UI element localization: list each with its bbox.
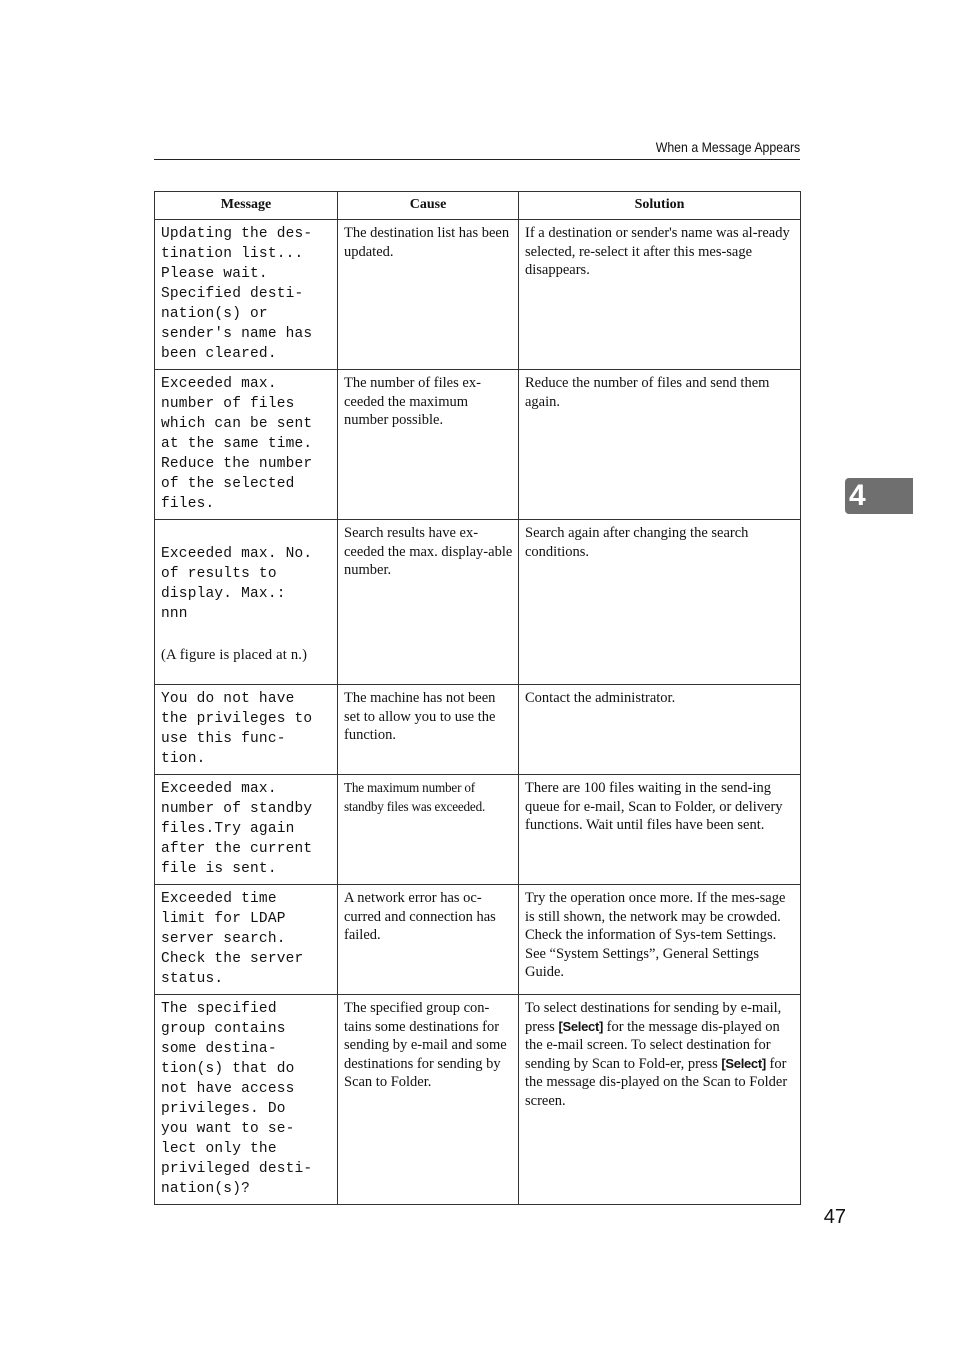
cause-cell — [338, 520, 519, 685]
message-note: (A figure is placed at n.) — [161, 647, 308, 663]
solution-cell — [519, 520, 801, 685]
message-text: Exceeded max. number of files which can be sent at the same time. Reduce the number of the selected files. — [161, 376, 313, 512]
message-text: Exceeded max. No. of results to display. Max.: nnn — [161, 546, 313, 622]
solution-cell — [519, 220, 801, 370]
message-cell — [155, 370, 338, 520]
solution-cell — [519, 775, 801, 885]
solution-text: There are 100 files waiting in the send-ing queue for e-mail, Scan to Folder, or delivery functions. Wait until files have been sent. — [525, 780, 783, 833]
cause-text: The number of files ex-ceeded the maximum number possible. — [344, 375, 481, 428]
cause-cell — [338, 995, 519, 1205]
cause-text: Search results have ex-ceeded the max. display-able number. — [344, 525, 513, 578]
cause-cell — [338, 775, 519, 885]
cause-text: The machine has not been set to allow you to use the function. — [344, 690, 496, 743]
message-table — [154, 191, 801, 1205]
message-cell — [155, 220, 338, 370]
section-title: When a Message Appears — [655, 139, 800, 155]
solution-cell — [519, 995, 801, 1205]
message-text: Exceeded max. number of standby files.Try again after the current file is sent. — [161, 781, 313, 877]
solution-text: Search again after changing the search conditions. — [525, 525, 749, 560]
cause-text: A network error has oc-curred and connection has failed. — [344, 890, 496, 943]
table-header-row — [155, 192, 801, 220]
solution-text — [519, 995, 800, 1110]
table-row — [155, 885, 801, 995]
message-text: Exceeded time limit for LDAP server search. Check the server status. — [161, 891, 304, 987]
solution-text-part: for the message dis-played on the Scan to Folder screen. — [525, 1055, 788, 1109]
message-cell — [155, 775, 338, 885]
page-number: 47 — [823, 1206, 846, 1228]
chapter-tab — [845, 478, 913, 514]
chapter-number: 4 — [849, 479, 866, 512]
solution-cell — [519, 685, 801, 775]
cause-cell — [338, 685, 519, 775]
table-row — [155, 775, 801, 885]
message-cell — [155, 520, 338, 685]
solution-text: Try the operation once more. If the mes-sage is still shown, the network may be crowded. Check the information of Sys-tem Settings. See “System Settings”, General Settings Guide. — [525, 890, 786, 980]
table-row — [155, 220, 801, 370]
column-header-solution: Solution — [519, 192, 801, 220]
table-row — [155, 995, 801, 1205]
message-text: Updating the des- tination list... Please wait. Specified desti- nation(s) or sender's name has been cleared. — [161, 226, 313, 362]
solution-text: Reduce the number of files and send them again. — [525, 375, 770, 410]
column-header-message: Message — [155, 192, 338, 220]
message-text: The specified group contains some destina- tion(s) that do not have access privileges. Do you want to se- lect only the privileged desti- nation(s)? — [161, 1001, 313, 1197]
cause-text: The destination list has been updated. — [344, 225, 510, 260]
cause-cell — [338, 885, 519, 995]
message-cell — [155, 995, 338, 1205]
solution-cell — [519, 885, 801, 995]
solution-cell — [519, 370, 801, 520]
solution-text-part: To select destinations for sending by e-mail, press — [525, 1000, 782, 1035]
table-row — [155, 370, 801, 520]
table-row — [155, 685, 801, 775]
message-cell — [155, 685, 338, 775]
solution-text-part: for the message dis-played on the e-mail screen. To select destination for sending by Scan to Fold-er, press — [525, 1018, 780, 1072]
solution-text: If a destination or sender's name was al-ready selected, re-select it after this mes-sage disappears. — [525, 225, 790, 278]
column-header-cause: Cause — [338, 192, 519, 220]
message-cell — [155, 885, 338, 995]
cause-text: The maximum number of standby files was exceeded. — [344, 780, 486, 814]
table-row — [155, 520, 801, 685]
solution-text: Contact the administrator. — [525, 690, 676, 706]
running-header — [154, 138, 800, 160]
cause-cell — [338, 220, 519, 370]
select-key-label: [Select] — [721, 1055, 766, 1071]
cause-text: The specified group con-tains some destinations for sending by e-mail and some destinations for sending by Scan to Folder. — [344, 1000, 507, 1090]
select-key-label: [Select] — [558, 1018, 603, 1034]
message-text: You do not have the privileges to use this func- tion. — [161, 691, 313, 767]
cause-cell — [338, 370, 519, 520]
